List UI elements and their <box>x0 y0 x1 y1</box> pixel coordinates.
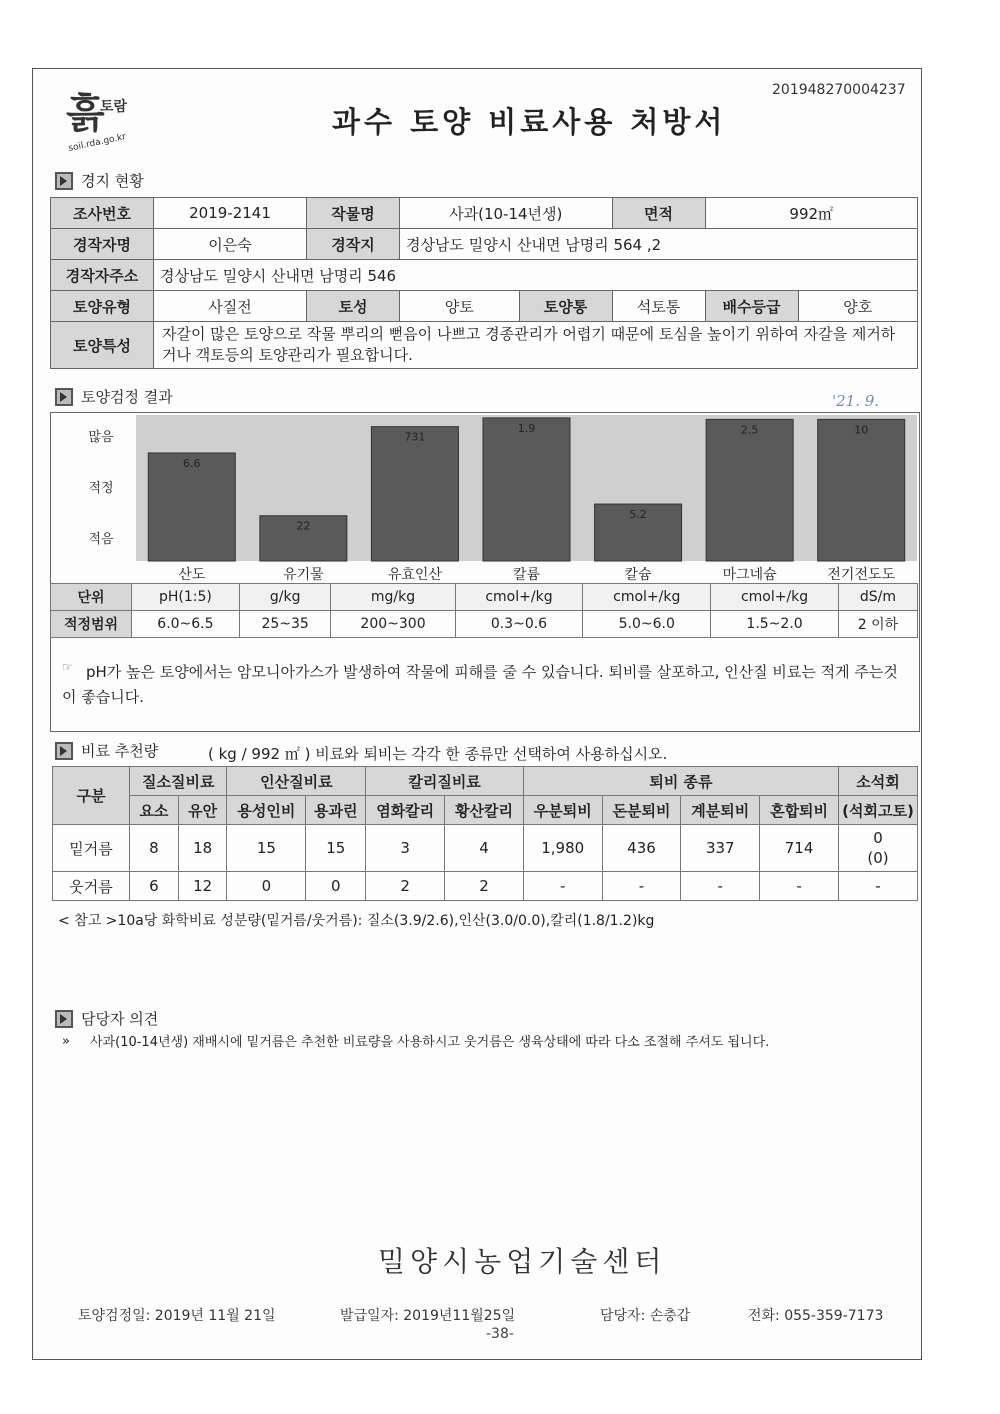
farmer-value: 이은숙 <box>154 229 307 260</box>
chart-bar <box>371 427 458 561</box>
fert-top-cell: - <box>760 872 839 901</box>
section-soil-test <box>55 386 173 407</box>
test-date: 토양검정일: 2019년 11월 21일 <box>78 1308 276 1324</box>
fert-base-lime <box>839 825 918 872</box>
section-opinion <box>55 1008 158 1029</box>
fert-top-cell: 6 <box>130 872 179 901</box>
chart-value-label: 2.5 <box>740 423 759 437</box>
fert-col-group: 구분 <box>53 767 130 825</box>
issuing-center: 밀양시농업기술센터 <box>378 1245 667 1278</box>
unit-label: 단위 <box>51 584 132 611</box>
fert-sub-header: 용과린 <box>306 796 366 825</box>
logo-url: soil.rda.go.kr <box>67 132 127 154</box>
drainage-label: 배수등급 <box>705 291 798 322</box>
fert-base-lime-value: 0 <box>873 829 883 847</box>
section-title: 비료 추천량 <box>81 742 159 760</box>
fert-group-compost: 퇴비 종류 <box>523 767 838 796</box>
fert-base-cell: 3 <box>366 825 445 872</box>
chart-category-label: 산도 <box>178 567 206 583</box>
fert-base-cell: 8 <box>130 825 179 872</box>
area-label: 면적 <box>612 198 705 229</box>
drainage-value: 양호 <box>798 291 918 322</box>
range-cell: 5.0~6.0 <box>583 611 711 638</box>
chart-y-level-label: 많음 <box>88 430 114 445</box>
document-id: 201948270004237 <box>772 82 906 98</box>
farmer-label: 경작자명 <box>51 229 154 260</box>
field-label: 경작지 <box>307 229 400 260</box>
handwritten-date: '21. 9. <box>832 392 880 410</box>
unit-cell: cmol+/kg <box>455 584 583 611</box>
fert-base-lime-value2: (0) <box>867 849 889 867</box>
chart-y-level-label: 적음 <box>88 532 114 547</box>
field-value: 경상남도 밀양시 산내면 남명리 564 ,2 <box>400 229 918 260</box>
chart-value-label: 22 <box>296 519 311 533</box>
fert-sub-header: 유안 <box>178 796 227 825</box>
unit-cell: mg/kg <box>331 584 455 611</box>
chevron-right-icon: » <box>62 1034 70 1049</box>
section-arrow-icon <box>55 388 73 406</box>
fert-top-cell: - <box>839 872 918 901</box>
chart-bar <box>818 419 905 561</box>
soil-prop-value: 양토 <box>400 291 520 322</box>
range-cell: 0.3~0.6 <box>455 611 583 638</box>
crop-label: 작물명 <box>307 198 400 229</box>
soil-type-value: 사질전 <box>154 291 307 322</box>
chart-category-label: 전기전도도 <box>827 567 896 583</box>
soil-test-chart <box>51 413 919 585</box>
section-arrow-icon <box>55 172 73 190</box>
units-table <box>50 583 918 638</box>
fert-top-cell: 0 <box>227 872 306 901</box>
fert-base-cell: 4 <box>445 825 524 872</box>
officer: 담당자: 손충갑 <box>600 1308 691 1324</box>
chart-category-label: 유효인산 <box>387 567 442 583</box>
fert-group-lime: 소석회 <box>839 767 918 796</box>
range-cell: 200~300 <box>331 611 455 638</box>
section-arrow-icon <box>55 1010 73 1028</box>
chart-value-label: 1.9 <box>517 421 536 435</box>
fert-base-cell: 714 <box>760 825 839 872</box>
hand-pointer-icon: ☞ <box>62 660 73 674</box>
unit-cell: cmol+/kg <box>711 584 839 611</box>
chart-category-label: 칼슘 <box>624 567 652 583</box>
fert-sub-header: 용성인비 <box>227 796 306 825</box>
unit-cell: cmol+/kg <box>583 584 711 611</box>
fert-sub-header-lime: (석회고토) <box>839 796 918 825</box>
farm-info-table <box>50 197 918 369</box>
fert-sub-header: 계분퇴비 <box>681 796 760 825</box>
chart-category-label: 마그네슘 <box>722 567 777 583</box>
soil-series-label: 토양통 <box>519 291 612 322</box>
soil-feature-label: 토양특성 <box>51 322 154 369</box>
fert-sub-header: 돈분퇴비 <box>602 796 681 825</box>
fert-base-cell: 436 <box>602 825 681 872</box>
fert-top-cell: - <box>681 872 760 901</box>
chart-y-level-label: 적정 <box>88 481 114 496</box>
fert-top-cell: 12 <box>178 872 227 901</box>
soil-type-label: 토양유형 <box>51 291 154 322</box>
range-cell: 6.0~6.5 <box>132 611 240 638</box>
soil-series-value: 석토통 <box>612 291 705 322</box>
fert-sub-header: 혼합퇴비 <box>760 796 839 825</box>
unit-cell: g/kg <box>239 584 331 611</box>
chart-value-label: 731 <box>404 430 426 444</box>
section-fertilizer <box>55 740 158 761</box>
opinion-text: 사과(10-14년생) 재배시에 밑거름은 추천한 비료량을 사용하시고 웃거름은 생육상태에 따라 다소 조절해 주셔도 됩니다. <box>90 1035 770 1050</box>
section-arrow-icon <box>55 742 73 760</box>
fert-sub-header: 염화칼리 <box>366 796 445 825</box>
document-title: 과수 토양 비료사용 처방서 <box>332 105 727 139</box>
chart-category-label: 칼륨 <box>512 567 541 583</box>
fert-top-cell: 2 <box>445 872 524 901</box>
section-farm-status <box>55 170 144 191</box>
fert-base-label: 밑거름 <box>53 825 130 872</box>
chart-bar <box>483 418 570 561</box>
range-cell: 25~35 <box>239 611 331 638</box>
fert-group-k: 칼리질비료 <box>366 767 524 796</box>
unit-cell: pH(1:5) <box>132 584 240 611</box>
fert-sub-header: 우분퇴비 <box>523 796 602 825</box>
fert-group-p: 인산질비료 <box>227 767 366 796</box>
fert-base-cell: 18 <box>178 825 227 872</box>
address-value: 경상남도 밀양시 산내면 남명리 546 <box>154 260 918 291</box>
fert-top-cell: 2 <box>366 872 445 901</box>
reference-note: < 참고 >10a당 화학비료 성분량(밑거름/웃거름): 질소(3.9/2.6),인산(3.0/0.0),칼리(1.8/1.2)kg <box>58 913 655 929</box>
fertilizer-table <box>52 766 918 901</box>
section-title: 담당자 의견 <box>81 1010 159 1028</box>
fert-sub-header: 황산칼리 <box>445 796 524 825</box>
chart-value-label: 5.2 <box>629 508 647 522</box>
chart-bar <box>706 419 793 561</box>
chart-category-label: 유기물 <box>283 567 324 583</box>
fert-top-label: 웃거름 <box>53 872 130 901</box>
fert-base-cell: 15 <box>306 825 366 872</box>
crop-value: 사과(10-14년생) <box>400 198 613 229</box>
area-value: 992㎡ <box>705 198 918 229</box>
fert-sub-header: 요소 <box>130 796 179 825</box>
page-number: -38- <box>486 1326 514 1342</box>
fert-group-n: 질소질비료 <box>130 767 227 796</box>
range-cell: 2 이하 <box>838 611 917 638</box>
survey-no-value: 2019-2141 <box>154 198 307 229</box>
fert-top-cell: - <box>602 872 681 901</box>
soil-prop-label: 토성 <box>307 291 400 322</box>
section-title: 경지 현황 <box>81 172 144 190</box>
range-cell: 1.5~2.0 <box>711 611 839 638</box>
soil-test-note: pH가 높은 토양에서는 암모니아가스가 발생하여 작물에 피해를 줄 수 있습니다. 퇴비를 살포하고, 인산질 비료는 적게 주는것이 좋습니다. <box>62 663 898 706</box>
unit-cell: dS/m <box>838 584 917 611</box>
fert-base-cell: 337 <box>681 825 760 872</box>
fert-top-cell: 0 <box>306 872 366 901</box>
issue-date: 발급일자: 2019년11월25일 <box>340 1308 516 1324</box>
fert-top-cell: - <box>523 872 602 901</box>
range-label: 적정범위 <box>51 611 132 638</box>
survey-no-label: 조사번호 <box>51 198 154 229</box>
soil-feature-text: 자갈이 많은 토양으로 작물 뿌리의 뻗음이 나쁘고 경종관리가 어렵기 때문에 토심을 높이기 위하여 자갈을 제거하거나 객토등의 토양관리가 필요합니다. <box>154 322 918 369</box>
address-label: 경작자주소 <box>51 260 154 291</box>
chart-value-label: 6.6 <box>183 456 201 470</box>
phone: 전화: 055-359-7173 <box>748 1308 884 1324</box>
fertilizer-unit-note: ( kg / 992 ㎡ ) 비료와 퇴비는 각각 한 종류만 선택하여 사용하십시오. <box>208 745 668 763</box>
section-title: 토양검정 결과 <box>81 388 173 406</box>
fert-base-cell: 1,980 <box>523 825 602 872</box>
soil-logo: 흙 토람 soil.rda.go.kr <box>66 90 128 154</box>
fert-base-cell: 15 <box>227 825 306 872</box>
chart-value-label: 10 <box>854 423 869 437</box>
